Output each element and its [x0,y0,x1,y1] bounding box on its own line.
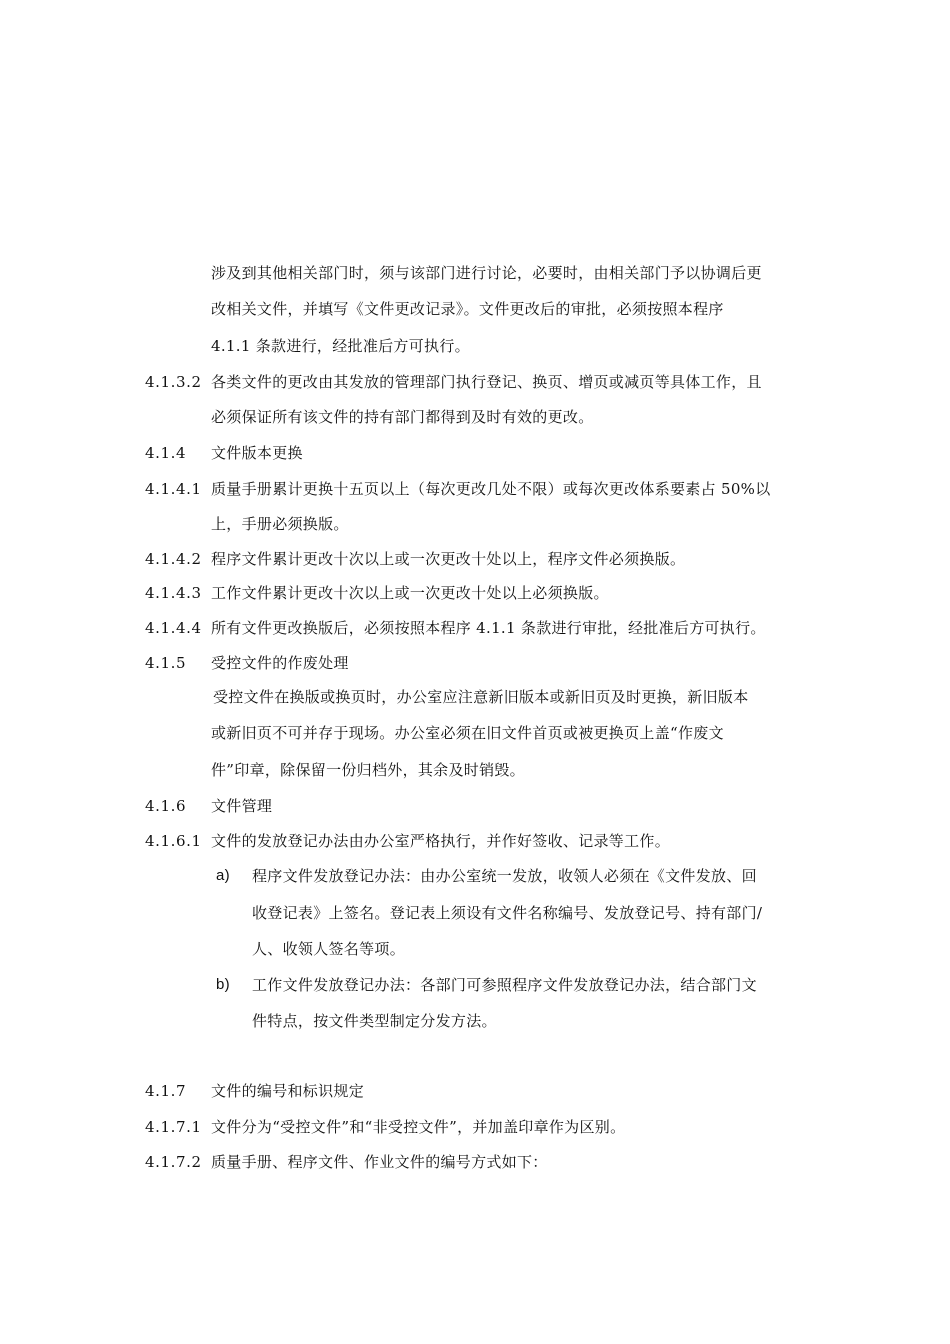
section-4143-text: 工作文件累计更改十次以上或一次更改十处以上必须换版。 [211,584,609,602]
section-number-4141: 4.1.4.1 [145,480,202,498]
section-4144-text: 所有文件更改换版后，必须按照本程序 4.1.1 条款进行审批，经批准后方可执行。 [211,619,766,637]
section-number-4142: 4.1.4.2 [145,550,202,568]
section-417-title: 文件的编号和标识规定 [211,1082,365,1100]
section-4132-line-1: 各类文件的更改由其发放的管理部门执行登记、换页、增页或减页等具体工作，且 [211,373,762,391]
section-number-415: 4.1.5 [145,654,187,672]
list-item-a-line-1: 程序文件发放登记办法：由办公室统一发放，收领人必须在《文件发放、回 [252,867,757,885]
list-marker-b: b) [216,976,230,993]
section-number-4172: 4.1.7.2 [145,1153,202,1171]
section-4132-line-2: 必须保证所有该文件的持有部门都得到及时有效的更改。 [211,408,594,426]
list-item-a-line-2: 收登记表》上签名。登记表上须设有文件名称编号、发放登记号、持有部门/ [252,904,763,922]
section-4171-text: 文件分为“受控文件”和“非受控文件”，并加盖印章作为区别。 [211,1118,626,1136]
section-number-414: 4.1.4 [145,444,187,462]
section-4141-line-1: 质量手册累计更换十五页以上（每次更改几处不限）或每次更改体系要素占 50%以 [211,480,771,498]
list-item-b-line-2: 件特点，按文件类型制定分发方法。 [252,1012,497,1030]
section-414-title: 文件版本更换 [211,444,303,462]
section-number-4132: 4.1.3.2 [145,373,202,391]
intro-line-3: 4.1.1 条款进行，经批准后方可执行。 [211,337,470,355]
intro-line-2: 改相关文件，并填写《文件更改记录》。文件更改后的审批，必须按照本程序 [211,300,724,318]
section-number-416: 4.1.6 [145,797,187,815]
section-415-line-1: 受控文件在换版或换页时，办公室应注意新旧版本或新旧页及时更换，新旧版本 [213,688,749,706]
list-item-b-line-1: 工作文件发放登记办法：各部门可参照程序文件发放登记办法，结合部门文 [252,976,757,994]
section-number-417: 4.1.7 [145,1082,187,1100]
section-415-title: 受控文件的作废处理 [211,654,349,672]
section-number-4171: 4.1.7.1 [145,1118,202,1136]
intro-line-1: 涉及到其他相关部门时，须与该部门进行讨论，必要时，由相关部门予以协调后更 [211,264,762,282]
section-number-4144: 4.1.4.4 [145,619,202,637]
list-marker-a: a) [216,867,230,884]
section-4172-text: 质量手册、程序文件、作业文件的编号方式如下： [211,1153,548,1171]
section-number-4143: 4.1.4.3 [145,584,202,602]
section-4161-text: 文件的发放登记办法由办公室严格执行，并作好签收、记录等工作。 [211,832,671,850]
section-number-4161: 4.1.6.1 [145,832,202,850]
section-416-title: 文件管理 [211,797,273,815]
section-4141-line-2: 上，手册必须换版。 [211,515,349,533]
list-item-a-line-3: 人、收领人签名等项。 [252,940,406,958]
section-415-line-2: 或新旧页不可并存于现场。办公室必须在旧文件首页或被更换页上盖“作废文 [211,724,724,742]
section-415-line-3: 件”印章，除保留一份归档外，其余及时销毁。 [211,761,525,779]
section-4142-text: 程序文件累计更改十次以上或一次更改十处以上，程序文件必须换版。 [211,550,686,568]
